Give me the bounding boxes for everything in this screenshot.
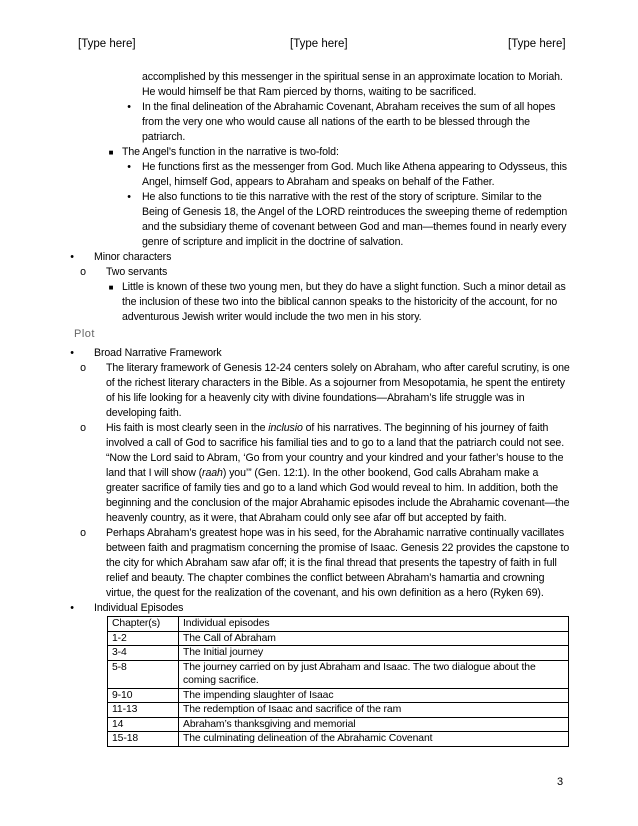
table-header-cell: Chapter(s) (108, 617, 179, 632)
bullet-dot-icon: • (127, 191, 131, 203)
list-item-text: Broad Narrative Framework (94, 347, 222, 359)
list-item-text: Minor characters (94, 251, 172, 263)
list-item-text: Two servants (106, 266, 168, 278)
header-left: [Type here] (78, 38, 136, 50)
table-cell: 5-8 (108, 660, 179, 688)
list-item-text: In the final delineation of the Abrahamic Covenant, Abraham receives the sum of all hopes from the very one who would cause all nations of the earth to be blessed through the patriarch. (142, 101, 556, 143)
bullet-circle-icon: o (80, 266, 86, 278)
table-row (108, 717, 569, 732)
table-cell: 15-18 (108, 732, 179, 747)
bullet-dot-icon: • (127, 161, 131, 173)
table-row (108, 703, 569, 718)
table-header-row (108, 617, 569, 632)
table-cell: The culminating delineation of the Abrahamic Covenant (179, 732, 569, 747)
list-item (64, 601, 570, 616)
table-cell: 14 (108, 717, 179, 732)
list-item (64, 145, 570, 160)
list-item-text: The Angel’s function in the narrative is two-fold: (122, 146, 339, 158)
list-item-text: He also functions to tie this narrative with the rest of the story of scripture. Similar to the Being of Genesis 18, the Angel of the LORD reintroduces the sweeping theme of redemption and the subsidiary theme of covenant between God and man—themes found in nearly every genre of scripture and implicit in the doctrine of salvation. (142, 191, 568, 248)
list-item-text: Little is known of these two young men, but they do have a slight function. Such a minor detail as the inclusion of these two into the biblical cannon speaks to the historicity of the account, for no adventurous Jewish writer would include the two men in his story. (122, 281, 566, 323)
page-number: 3 (557, 776, 564, 788)
bullet-circle-icon: o (80, 422, 86, 434)
bullet-dot-icon: • (127, 101, 131, 113)
table-cell: 1-2 (108, 631, 179, 646)
table-row (108, 660, 569, 688)
table-cell: The journey carried on by just Abraham and Isaac. The two dialogue about the coming sacrifice. (179, 660, 569, 688)
bullet-dot-icon: • (70, 251, 74, 263)
bullet-circle-icon: o (80, 527, 86, 539)
bullet-square-icon: ■ (108, 283, 114, 292)
list-item (64, 100, 570, 145)
list-item-text: Individual Episodes (94, 602, 184, 614)
list-item (64, 160, 570, 190)
header-right: [Type here] (508, 38, 566, 50)
list-item (64, 250, 570, 265)
table-row (108, 646, 569, 661)
table-cell: 3-4 (108, 646, 179, 661)
table-cell: The Initial journey (179, 646, 569, 661)
table-row (108, 688, 569, 703)
list-item (64, 265, 570, 280)
table-row (108, 732, 569, 747)
bullet-square-icon: ■ (108, 148, 114, 157)
list-item-text: The literary framework of Genesis 12-24 centers solely on Abraham, who after careful scrutiny, is one of the richest literary characters in the Bible. As a sojourner from Mesopotamia, he spent the entirety of his life looking for a heavenly city with divine foundations—Abraham’s life struggle was in developing faith. (106, 362, 570, 419)
table-header-cell: Individual episodes (179, 617, 569, 632)
list-item-text: He functions first as the messenger from God. Much like Athena appearing to Odysseus, this Angel, himself God, appears to Abraham and speaks on behalf of the Father. (142, 161, 567, 188)
list-item (64, 421, 570, 526)
section-heading-plot: Plot (74, 328, 95, 340)
list-item (64, 526, 570, 601)
list-item (64, 361, 570, 421)
table-cell: The impending slaughter of Isaac (179, 688, 569, 703)
continuation-paragraph: accomplished by this messenger in the spiritual sense in an approximate location to Moriah. He would himself be that Ram pierced by thorns, waiting to be sacrificed. (142, 71, 563, 98)
bullet-dot-icon: • (70, 602, 74, 614)
table-cell: 9-10 (108, 688, 179, 703)
table-cell: The Call of Abraham (179, 631, 569, 646)
list-item-text: Perhaps Abraham’s greatest hope was in his seed, for the Abrahamic narrative continually vacillates between faith and pragmatism concerning the promise of Isaac. Genesis 22 provides the capstone to the city for which Abraham saw afar off; it is the final thread that presents the tapestry of faith in full relief and beauty. The chapter combines the conflict between Abraham’s hamartia and crowning virtue, the quest for the realization of the covenant, and his own definition as a hero (Ryken 69). (106, 527, 570, 599)
bullet-dot-icon: • (70, 347, 74, 359)
list-item (64, 190, 570, 250)
table-cell: Abraham’s thanksgiving and memorial (179, 717, 569, 732)
list-item-text: His faith is most clearly seen in the inclusio of his narratives. The beginning of his journey of faith involved a call of God to sacrifice his familial ties and to go to a land that the patriarch could not see. “Now the Lord said to Abram, ‘Go from your country and your kindred and your father’s house to the land that I will show (raah) you’” (Gen. 12:1). In the other bookend, God calls Abraham make a greater sacrifice of family ties and go to a land which God would reveal to him. In addition, both the beginning and the conclusion of the major Abrahamic episodes include the Abrahamic covenant—the heavenly country, as it were, that Abraham could only see afar off but accepted by faith. (106, 422, 570, 524)
header-center: [Type here] (290, 38, 348, 50)
list-item (64, 346, 570, 361)
italic-term: inclusio (268, 422, 303, 434)
table-cell: The redemption of Isaac and sacrifice of the ram (179, 703, 569, 718)
table-cell: 11-13 (108, 703, 179, 718)
table-row (108, 631, 569, 646)
list-item (64, 280, 570, 325)
episodes-table (107, 616, 569, 747)
body-content (64, 70, 570, 747)
bullet-circle-icon: o (80, 362, 86, 374)
italic-term: raah (202, 467, 223, 479)
